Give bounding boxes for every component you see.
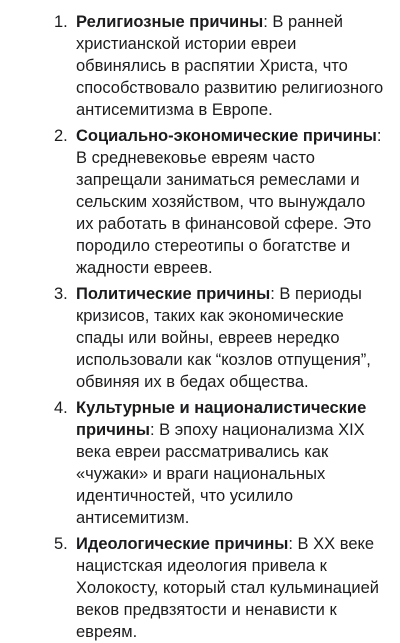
reasons-list [24, 11, 386, 643]
list-item-body [76, 533, 386, 643]
list-item-socioeconomic [24, 125, 386, 279]
list-item-body [76, 11, 386, 121]
list-item-ideological [24, 533, 386, 643]
list-item-title: Политические причины [76, 285, 271, 303]
list-item-cultural [24, 397, 386, 529]
list-item-political [24, 283, 386, 393]
list-item-title: Религиозные причины [76, 13, 264, 31]
list-item-title: Социально-экономические причины [76, 127, 377, 145]
list-item-number: 2. [54, 127, 68, 145]
list-item-number: 1. [54, 13, 68, 31]
list-item-title: Культурные и националистические причины [76, 399, 367, 439]
list-item-number: 4. [54, 399, 68, 417]
list-item-text: : В XX веке нацистская идеология привела к Холокосту, который стал кульминацией веков предвзятости и ненависти к евреям. [76, 535, 380, 641]
list-item-title: Идеологические причины [76, 535, 289, 553]
list-item-body [76, 397, 386, 529]
list-item-number: 5. [54, 535, 68, 553]
list-item-body [76, 283, 386, 393]
list-item-text: : В периоды кризисов, таких как экономические спады или войны, евреев нередко использовали как “козлов отпущения”, обвиняя их в бедах общества. [76, 285, 371, 391]
list-item-text: : В эпоху национализма XIX века евреи рассматривались как «чужаки» и враги национальных идентичностей, что усилило антисемитизм. [76, 421, 365, 527]
list-item-text: : В средневековье евреям часто запрещали заниматься ремеслами и сельским хозяйством, что вынуждало их работать в финансовой сфере. Это породило стереотипы о богатстве и жадности евреев. [76, 127, 382, 277]
list-item-number: 3. [54, 285, 68, 303]
list-item-religious [24, 11, 386, 121]
list-item-body [76, 125, 386, 279]
list-item-text: : В ранней христианской истории евреи обвинялись в распятии Христа, что способствовало развитию религиозного антисемитизма в Европе. [76, 13, 384, 119]
